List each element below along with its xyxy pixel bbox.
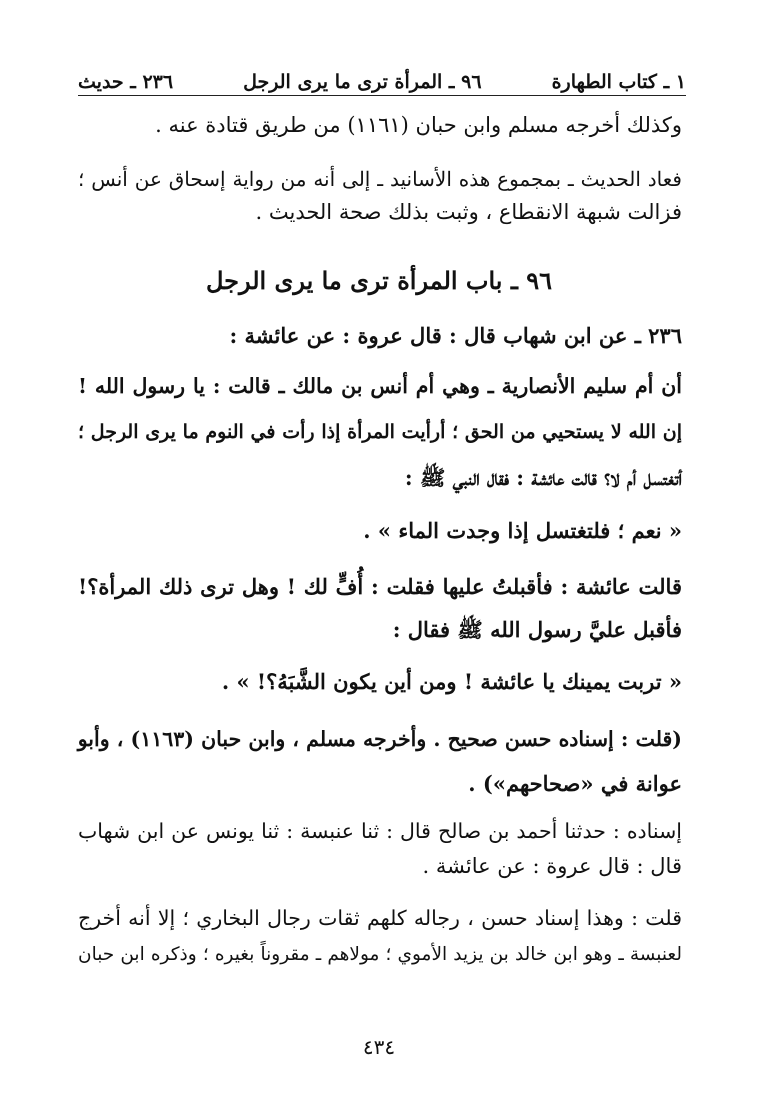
isnad-line: قال : قال عروة : عن عائشة .	[422, 854, 682, 878]
hadith-text-line: قالت عائشة : فأقبلتُ عليها فقلت : أُفٍّ لك ! وهل ترى ذلك المرأة؟!	[78, 574, 682, 599]
hadith-text-line: فأقبل عليَّ رسول الله ﷺ فقال :	[392, 617, 682, 642]
hadith-text-line: أن أم سليم الأنصارية ـ وهي أم أنس بن مالك ـ قالت : يا رسول الله !	[78, 374, 682, 398]
hadith-text-line: إن الله لا يستحيي من الحق ؛ أرأيت المرأة إذا رأت في النوم ما يرى الرجل ؛	[78, 421, 682, 443]
text-line: فزالت شبهة الانقطاع ، وثبت بذلك صحة الحديث .	[255, 200, 682, 224]
header-rule	[78, 95, 686, 96]
running-header	[78, 56, 686, 92]
hadith-quote: « تربت يمينك يا عائشة ! ومن أين يكون الشَّبَهُ؟! » .	[221, 669, 682, 694]
grading-line: (قلت : إسناده حسن صحيح . وأخرجه مسلم ، وابن حبان (١١٦٣) ، وأبو	[77, 727, 682, 751]
header-hadith-number: ٢٣٦ ـ حديث	[78, 71, 174, 93]
commentary-line: قلت : وهذا إسناد حسن ، رجاله كلهم ثقات رجال البخاري ؛ إلا أنه أخرج	[78, 906, 682, 930]
header-book-title: ١ ـ كتاب الطهارة	[551, 71, 686, 93]
hadith-text-line: أتغتسل أم لا؟ قالت عائشة : فقال النبي ﷺ :	[404, 465, 682, 490]
hadith-quote: « نعم ؛ فلتغتسل إذا وجدت الماء » .	[363, 518, 682, 543]
hadith-intro: ٢٣٦ ـ عن ابن شهاب قال : قال عروة : عن عائشة :	[229, 323, 682, 348]
chapter-heading: ٩٦ ـ باب المرأة ترى ما يرى الرجل	[205, 266, 553, 295]
header-chapter-title: ٩٦ ـ المرأة ترى ما يرى الرجل	[243, 71, 482, 93]
isnad-line: إسناده : حدثنا أحمد بن صالح قال : ثنا عنبسة : ثنا يونس عن ابن شهاب	[78, 819, 682, 843]
commentary-line: لعنبسة ـ وهو ابن خالد بن يزيد الأموي ؛ مولاهم ـ مقروناً بغيره ؛ وذكره ابن حبان	[78, 944, 682, 965]
page-number: ٤٣٤	[362, 1035, 396, 1059]
grading-line: عوانة في «صحاحهم») .	[468, 771, 682, 796]
text-line: فعاد الحديث ـ بمجموع هذه الأسانيد ـ إلى أنه من رواية إسحاق عن أنس ؛	[78, 167, 682, 191]
text-line: وكذلك أخرجه مسلم وابن حبان (١١٦١) من طريق قتادة عنه .	[155, 113, 682, 137]
